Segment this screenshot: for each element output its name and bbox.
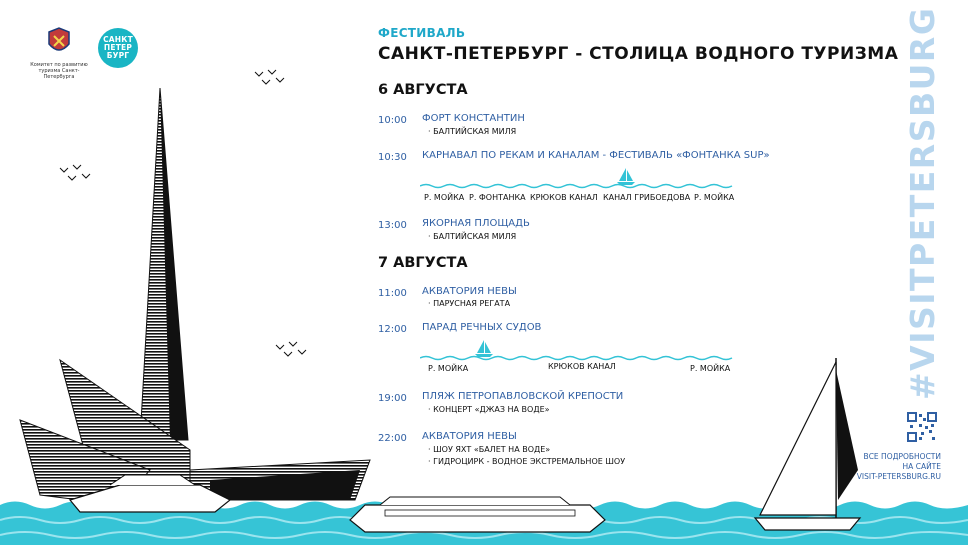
event-time: 10:30 <box>378 152 407 163</box>
city-logo-line: БУРГ <box>106 51 130 60</box>
spb-city-logo <box>98 28 138 68</box>
day-heading: 6 АВГУСТА <box>378 82 468 98</box>
birds <box>60 70 306 356</box>
hashtag-vertical: #VISITPETERSBURG <box>903 6 942 400</box>
event-title: ПЛЯЖ ПЕТРОПАВЛОВСКОЙ КРЕПОСТИ <box>422 391 624 402</box>
qr-code-icon[interactable] <box>907 412 937 442</box>
route-wave <box>420 166 736 190</box>
event-detail: · ШОУ ЯХТ «БАЛЕТ НА ВОДЕ» <box>428 445 551 454</box>
route-stop: КРЮКОВ КАНАЛ <box>548 362 616 371</box>
more-info-line: НА САЙТЕ <box>902 462 941 471</box>
event-title: АКВАТОРИЯ НЕВЫ <box>422 431 517 442</box>
event-title: ЯКОРНАЯ ПЛОЩАДЬ <box>422 218 530 229</box>
event-time: 22:00 <box>378 433 407 444</box>
event-time: 12:00 <box>378 324 407 335</box>
event-detail: · ГИДРОЦИРК - ВОДНОЕ ЭКСТРЕМАЛЬНОЕ ШОУ <box>428 457 626 466</box>
city-logo-line: САНКТ <box>103 35 133 44</box>
event-detail: · БАЛТИЙСКАЯ МИЛЯ <box>428 127 517 136</box>
route-stop: Р. МОЙКА <box>690 364 731 373</box>
event-detail: · БАЛТИЙСКАЯ МИЛЯ <box>428 232 517 241</box>
route-stop: Р. ФОНТАНКА <box>469 193 526 202</box>
event-time: 11:00 <box>378 288 407 299</box>
more-info-line: ВСЕ ПОДРОБНОСТИ <box>863 452 941 461</box>
city-logo-line: ПЕТЕР <box>103 43 133 52</box>
route-stop: КРЮКОВ КАНАЛ <box>530 193 598 202</box>
event-title: АКВАТОРИЯ НЕВЫ <box>422 286 517 297</box>
route-wave <box>420 338 736 362</box>
page-title: САНКТ-ПЕТЕРБУРГ - СТОЛИЦА ВОДНОГО ТУРИЗМА <box>378 44 899 64</box>
event-time: 10:00 <box>378 115 407 126</box>
route-stop: Р. МОЙКА <box>428 364 469 373</box>
event-time: 19:00 <box>378 393 407 404</box>
event-detail: · КОНЦЕРТ «ДЖАЗ НА ВОДЕ» <box>428 405 550 414</box>
more-info <box>857 452 941 482</box>
event-time: 13:00 <box>378 220 407 231</box>
committee-caption: Комитет по развитию туризма Санкт-Петербурга <box>30 62 88 80</box>
route-stop: Р. МОЙКА <box>424 193 465 202</box>
lakhta-tower <box>20 88 370 505</box>
event-title: ФОРТ КОНСТАНТИН <box>422 113 525 124</box>
committee-logo <box>24 26 94 80</box>
coat-of-arms-icon <box>44 26 74 58</box>
event-detail: · ПАРУСНАЯ РЕГАТА <box>428 299 511 308</box>
river-boat <box>350 497 605 532</box>
day-heading: 7 АВГУСТА <box>378 255 468 271</box>
website-link[interactable]: VISIT-PETERSBURG.RU <box>856 472 941 481</box>
route-stop: КАНАЛ ГРИБОЕДОВА <box>603 193 691 202</box>
event-title: ПАРАД РЕЧНЫХ СУДОВ <box>422 322 542 333</box>
route-stop: Р. МОЙКА <box>694 193 735 202</box>
sailboat-icon <box>475 340 493 357</box>
festival-kicker: ФЕСТИВАЛЬ <box>378 26 466 40</box>
event-title: КАРНАВАЛ ПО РЕКАМ И КАНАЛАМ - ФЕСТИВАЛЬ «ФОНТАНКА SUP» <box>422 150 770 161</box>
sailboat-icon <box>617 168 635 185</box>
